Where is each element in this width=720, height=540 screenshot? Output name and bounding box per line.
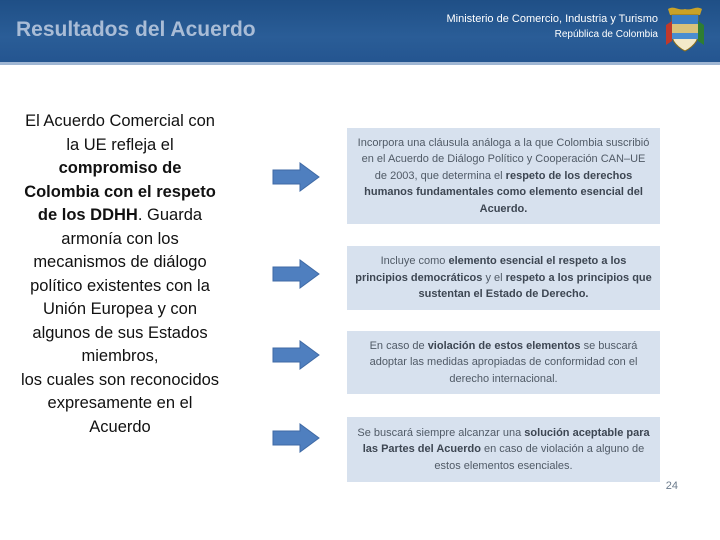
- agreement-summary: [20, 110, 220, 439]
- summary-text-6: los cuales son reconocidos expresamente en el Acuerdo: [20, 370, 220, 436]
- summary-text-2: la UE refleja el: [66, 135, 174, 154]
- page-title: Resultados del Acuerdo: [16, 18, 256, 41]
- point-text-1: [355, 135, 652, 218]
- point-text-4: [355, 425, 652, 475]
- point-2-text-b: y el: [485, 271, 503, 284]
- point-box-1: [347, 128, 660, 224]
- summary-text-1: El Acuerdo Comercial con: [25, 112, 215, 130]
- summary-text-5: Guarda armonía con los mecanismos de diálogo político existentes con la Unión Europea y con algunos de sus Estados miembros,: [30, 206, 210, 365]
- point-4-text-b: en caso de violación a alguno de estos elementos esenciales.: [434, 443, 645, 472]
- point-2-bold-b: respeto a los principios que sustentan el Estado de Derecho.: [418, 271, 652, 301]
- point-text-2: [355, 253, 652, 303]
- point-2-bold-a: elemento esencial el respeto a los principios democráticos: [355, 255, 627, 284]
- right-arrow-icon: [272, 162, 320, 192]
- colombia-coat-of-arms-icon: [664, 5, 706, 53]
- point-3-bold: violación de estos elementos: [427, 339, 581, 352]
- page-number: 24: [665, 480, 678, 492]
- right-arrow-icon: [272, 259, 320, 289]
- point-box-3: [347, 331, 660, 394]
- point-box-4: [347, 417, 660, 482]
- header-divider: [0, 62, 720, 65]
- summary-bold-commitment: compromiso de Colombia con el respeto de los DDHH: [24, 159, 216, 224]
- point-4-bold: solución aceptable para las Partes del Acuerdo: [362, 426, 650, 456]
- right-arrow-icon: [272, 340, 320, 370]
- point-3-text-b: se buscará adoptar las medidas apropiadas de conformidad con el derecho internacional.: [369, 339, 638, 385]
- point-2-text-a: Incluye como: [380, 255, 446, 268]
- ministry-name: Ministerio de Comercio, Industria y Turismo: [446, 13, 658, 25]
- ministry-label: [446, 12, 658, 42]
- right-arrow-icon: [272, 423, 320, 453]
- point-4-text-a: Se buscará siempre alcanzar una: [357, 426, 522, 439]
- summary-period: .: [137, 206, 143, 224]
- point-box-2: [347, 246, 660, 310]
- point-1-text: Incorpora una cláusula análoga a la que Colombia suscribió en el Acuerdo de Diálogo Político y Cooperación CAN–UE de 2003, que determina el: [357, 136, 650, 182]
- country-name: República de Colombia: [554, 29, 658, 40]
- point-3-text-a: En caso de: [369, 339, 425, 352]
- point-text-3: [355, 338, 652, 388]
- point-1-bold: respeto de los derechos humanos fundamentales como elemento esencial del Acuerdo.: [364, 169, 643, 215]
